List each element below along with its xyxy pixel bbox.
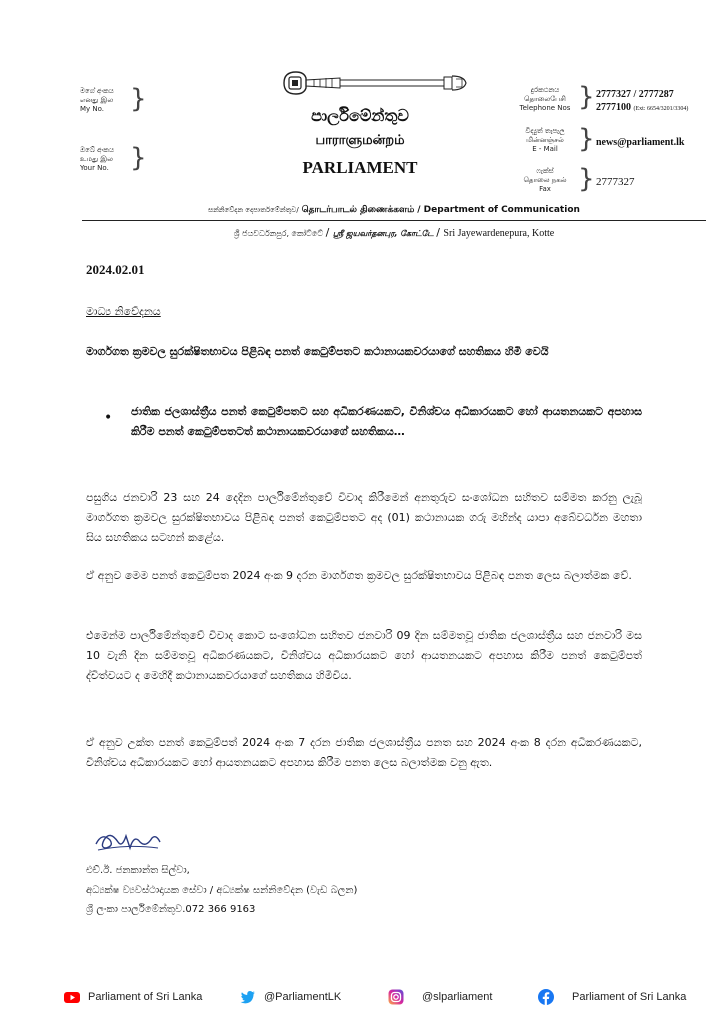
brace-mark: } [130, 143, 147, 173]
brace-mark: } [578, 164, 595, 194]
twitter-link[interactable]: @ParliamentLK [240, 987, 341, 1007]
paragraph: එමෙන්ම පාර්ලිමේන්තුවේ විවාද කොට සංශෝධන සහිතව ජනවාරි 09 දින සම්මතවූ ජාතික ජලශාස්ත්‍රීය සහ ජනවාරි මස 10 වැනි දින සම්මතවූ අධිකරණයකට, විනිශ්චය අධිකාරයකට හෝ ආයතනයකට අපහාස කිරීම පනත් කෙටුම්පත් ද්විත්වයට ද මෙහිදී කථානායකවරයාගේ සහතිකය හිමිවිය. [86, 629, 642, 682]
brace-mark: } [578, 82, 595, 112]
email-link[interactable]: news@parliament.lk [596, 137, 685, 148]
title-tamil: பாராளுமன்றம் [315, 133, 405, 148]
release-heading: මාධ්‍ය නිවේදනය [86, 305, 161, 318]
facebook-link[interactable]: Parliament of Sri Lanka [538, 987, 686, 1007]
your-no-label: ඔබේ අංකය உமது இல Your No. [80, 146, 114, 172]
signatory-role: අධ්‍යක්ෂ ව්‍යවස්ථාදායක සේවා / අධ්‍යක්ෂ සන්නිවේදන (වැඩ බලන) [86, 885, 358, 896]
bullet-mark: • [104, 410, 113, 426]
signatory-office: ශ්‍රී ලංකා පාර්ලිමේන්තුව.072 366 9163 [86, 904, 256, 915]
facebook-icon [538, 989, 554, 1005]
paragraph: ඒ අනුව මෙම පනත් කෙටුම්පත 2024 අංක 9 දරන මාර්ගගත ක්‍රමවල සුරක්ෂිතභාවය පිළිබඳ පනත ලෙස බලාත්මක වේ. [86, 569, 632, 582]
paragraph: ඒ අනුව උක්ත පනත් කෙටුම්පත් 2024 අංක 7 දරන ජාතික ජලශාස්ත්‍රීය පනත සහ 2024 අංක 8 දරන අධිකරණයකට, විනිශ්චය අධිකාරයකට හෝ ආයතනයකට අපහාස කිරීම පනත ලෙස බලාත්මක වනු ඇත. [86, 736, 642, 769]
brace-mark: } [578, 124, 595, 154]
email-label: විද්‍යුත් තැපැල மின்னஞ்சல் E - Mail [525, 127, 565, 153]
title-english: PARLIAMENT [302, 158, 418, 177]
title-sinhala: පාර්ලිමේන්තුව [311, 106, 409, 125]
telephone-ext: (Ext: 6654/3201/3304) [633, 106, 689, 112]
release-title: මාර්ගගත ක්‍රමවල සුරක්ෂිතභාවය පිළිබඳ පනත් කෙටුම්පතට කථානායකවරයාගේ සහතිකය හිමි වෙයි [86, 345, 549, 358]
fax-number: 2777327 [596, 176, 635, 188]
my-no-label: මගේ අංකය எனது இல My No. [80, 87, 114, 113]
brace-mark: } [130, 84, 147, 114]
address-line: ශ්‍රී ජයවර්ධනපුර, කෝට්ටේ / ஸ்ரீ ஜயவர்தனபுர, கோட்டே / Sri Jayewardenepura, Kotte [233, 226, 555, 239]
header-divider [82, 220, 706, 221]
youtube-link[interactable]: Parliament of Sri Lanka [64, 987, 202, 1007]
fax-label: ෆැක්ස් தொலை நகல் Fax [523, 167, 567, 193]
department-line: සන්නිවේදන දෙපාර්තමේන්තුව/ தொடர்பாடல் திணைக்களம் / Department of Communication [208, 205, 580, 215]
telephone-line2: 2777100 (Ext: 6654/3201/3304) [596, 102, 689, 113]
bullet-text: ජාතික ජලශාස්ත්‍රීය පනත් කෙටුම්පතට සහ අධිකරණයකට, විනිශ්චය අධිකාරයකට හෝ ආයතනයකට අපහාස කිරීම පනත් කෙටුම්පතටත් කථානායකවරයාගේ සහතිකය… [131, 405, 642, 438]
signatory-name: එච්.ඊ. ජනකාන්ත සිල්වා, [86, 865, 190, 876]
mace-emblem-icon [280, 66, 470, 100]
handwritten-signature [92, 826, 164, 854]
telephone-line1: 2777327 / 2777287 [596, 89, 674, 100]
instagram-link[interactable]: @slparliament [388, 987, 492, 1007]
instagram-icon [388, 989, 404, 1005]
paragraph: පසුගිය ජනවාරි 23 සහ 24 දෙදින පාර්ලිමේන්තුවේ විවාද කිරීමෙන් අනතුරුව සංශෝධන සහිතව සම්මත කරනු ලැබූ මාර්ගගත ක්‍රමවල සුරක්ෂිතභාවය පිළිබඳ පනත් කෙටුම්පතට අද (01) කථානායක ගරු මහින්ද යාපා අබේවර්ධන මහතා සිය සහතිකය සටහන් කළේය. [86, 491, 642, 544]
twitter-icon [240, 989, 256, 1005]
telephone-label: දුරකථනය தொலைபேசி Telephone Nos [519, 86, 571, 112]
release-date: 2024.02.01 [86, 262, 145, 277]
youtube-icon [64, 989, 80, 1005]
